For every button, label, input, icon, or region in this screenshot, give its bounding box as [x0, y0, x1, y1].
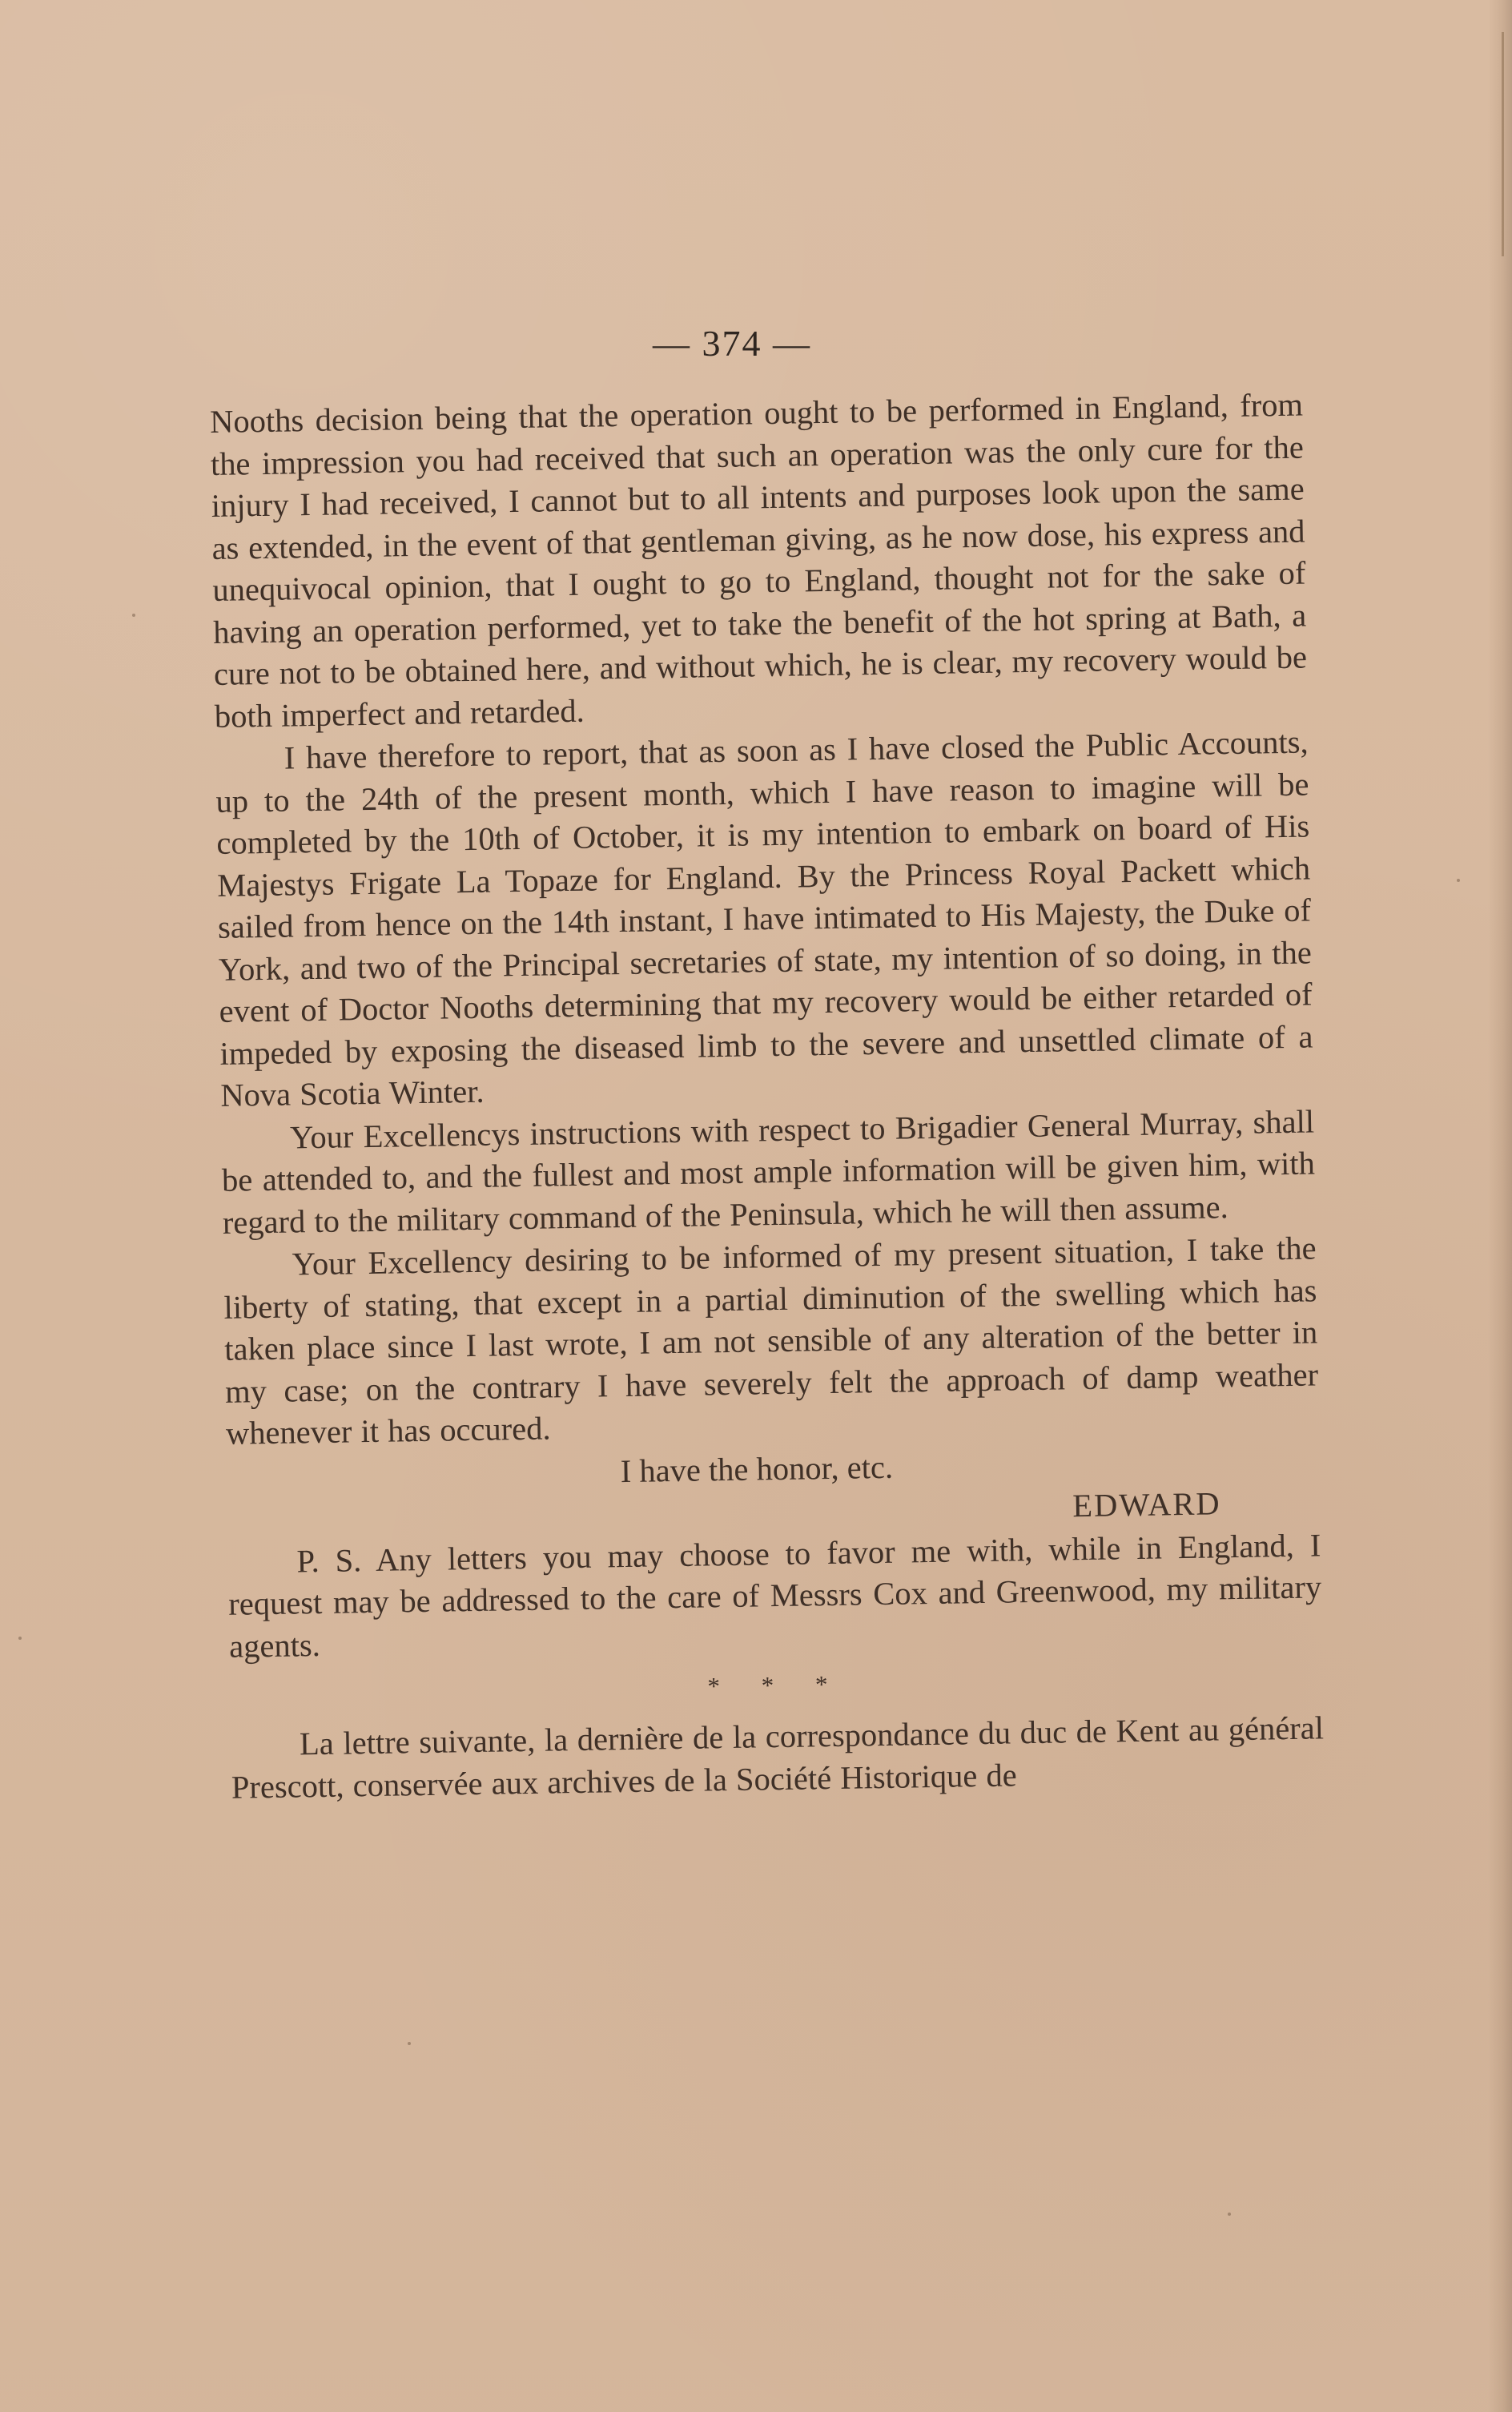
paper-speck [18, 1637, 22, 1640]
page-number: — 374 — [653, 323, 811, 364]
closing-salutation: I have the honor, etc. [620, 1448, 894, 1489]
paper-speck [408, 2042, 411, 2045]
paragraph-2: I have therefore to report, that as soon as I have closed the Public Accounts, up to the 24th of the present month, which I have reason to imagine will be completed by the 10th of October, it is my intention to embark on board of His Majestys Frigate La Topaze for England. By the Princess Royal Packett which sailed from hence on the 14th instant, I have intimated to His Majesty, the Duke of York, and two of the Principal secretaries of state, my intention of so doing, in the event of Doctor Nooths determining that my recovery would be either retarded of impeded by exposing the diseased limb to the severe and unsettled climate of a Nova Scotia Winter. [215, 723, 1313, 1113]
paper-speck [132, 614, 135, 617]
postscript: P. S. Any letters you may choose to favor me with, while in England, I request may be addressed to the care of Messrs Cox and Greenwood, my military agents. [227, 1526, 1322, 1665]
paragraph-1: Nooths decision being that the operation ought to be performed in England, from the impression you had received that such an operation was the only cure for the injury I had received, I cannot but to all intents and purposes look upon the same as extended, in the event of that gentleman giving, as he now dose, his express and unequivocal opinion, that I ought to go to England, thought not for the sake of having an operation performed, yet to take the benefit of the hot spring at Bath, a cure not to be obtained here, and without which, he is clear, my recovery would be both imperfect and retarded. [209, 386, 1308, 735]
section-separator: * * * [707, 1669, 846, 1701]
page-edge [1488, 0, 1512, 2412]
paper-speck [1457, 879, 1460, 882]
paragraph-4: Your Excellency desiring to be informed of my present situation, I take the liberty of stating, that except in a partial diminution of the swelling which has taken place since I last wrote, I am not sensible of any alteration of the better in my case; on the contrary I have severely felt the approach of damp weather whenever it has occured. [223, 1230, 1319, 1452]
paragraph-3: Your Excellencys instructions with respect to Brigadier General Murray, shall be attended to, and the fullest and most ample information will be given him, with regard to the military command of the Peninsula, which he will then assume. [221, 1102, 1316, 1241]
paragraph-5: La lettre suivante, la dernière de la correspondance du duc de Kent au général Prescott, conservée aux archives de la Société Historique de [231, 1709, 1325, 1806]
signature-name: EDWARD [1072, 1485, 1221, 1524]
text-body [208, 296, 1325, 1809]
paper-speck [1228, 2213, 1231, 2216]
